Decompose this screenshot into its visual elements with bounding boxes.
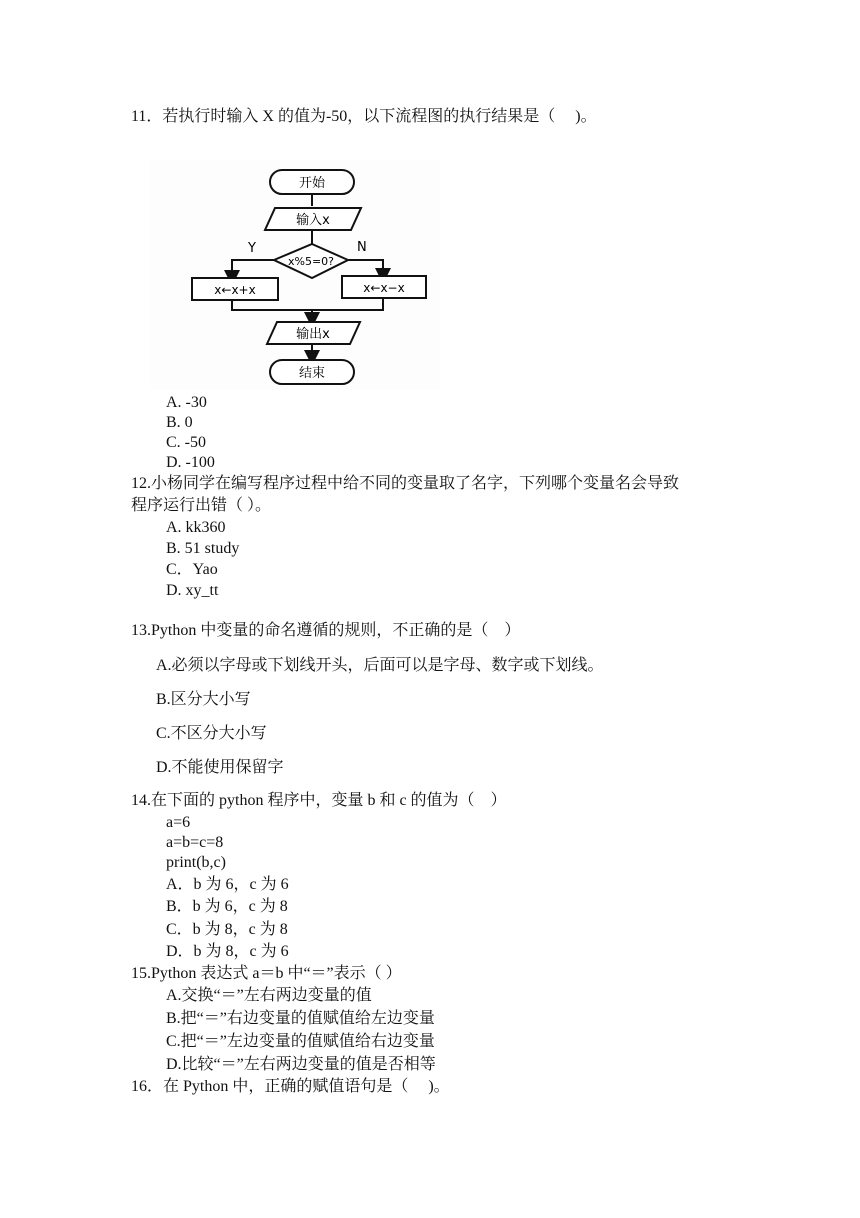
q12-option-b: B. 51 study bbox=[166, 540, 240, 557]
q14-code-line-3: print(b,c) bbox=[166, 854, 226, 871]
q14-option-d: D．b 为 8，c 为 6 bbox=[166, 943, 289, 960]
q15-option-c: C.把“＝”左边变量的值赋值给右边变量 bbox=[166, 1033, 435, 1050]
flowchart bbox=[150, 160, 440, 390]
decision-label: x%5=0? bbox=[287, 255, 335, 268]
q13-option-b: B.区分大小写 bbox=[156, 691, 251, 708]
no-label: N bbox=[357, 240, 367, 255]
q11-option-d: D. -100 bbox=[166, 454, 215, 471]
question-12-stem-line2: 程序运行出错（ ）。 bbox=[131, 497, 272, 514]
q14-code-line-2: a=b=c=8 bbox=[166, 834, 224, 851]
q12-option-a: A. kk360 bbox=[166, 519, 226, 536]
yes-branch-label: x←x+x bbox=[214, 283, 256, 297]
q13-option-c: C.不区分大小写 bbox=[156, 725, 267, 742]
q14-option-c: C．b 为 8，c 为 8 bbox=[166, 921, 288, 938]
yes-label: Y bbox=[248, 241, 256, 256]
q14-option-a: A．b 为 6，c 为 6 bbox=[166, 876, 289, 893]
question-16-stem: 16．在 Python 中，正确的赋值语句是（ )。 bbox=[131, 1078, 450, 1095]
no-branch-label: x←x−x bbox=[363, 281, 405, 295]
question-14-stem: 14.在下面的 python 程序中，变量 b 和 c 的值为（ ） bbox=[131, 792, 507, 809]
q13-option-a: A.必须以字母或下划线开头，后面可以是字母、数字或下划线。 bbox=[156, 657, 604, 674]
q14-code-line-1: a=6 bbox=[166, 814, 191, 831]
q14-option-b: B．b 为 6，c 为 8 bbox=[166, 898, 288, 915]
output-label: 输出x bbox=[296, 327, 330, 342]
q11-option-b: B. 0 bbox=[166, 414, 193, 431]
q15-option-b: B.把“＝”右边变量的值赋值给左边变量 bbox=[166, 1010, 435, 1027]
question-11-stem: 11．若执行时输入 X 的值为-50，以下流程图的执行结果是（ )。 bbox=[131, 108, 597, 125]
end-label: 结束 bbox=[298, 366, 326, 381]
q13-option-d: D.不能使用保留字 bbox=[156, 759, 284, 776]
question-13-stem: 13.Python 中变量的命名遵循的规则，不正确的是（ ） bbox=[131, 622, 521, 639]
question-12-stem-line1: 12.小杨同学在编写程序过程中给不同的变量取了名字，下列哪个变量名会导致 bbox=[131, 475, 680, 492]
q11-option-a: A. -30 bbox=[166, 394, 207, 411]
q15-option-d: D.比较“＝”左右两边变量的值是否相等 bbox=[166, 1056, 436, 1073]
q15-option-a: A.交换“＝”左右两边变量的值 bbox=[166, 987, 372, 1004]
start-label: 开始 bbox=[298, 176, 326, 191]
input-label: 输入x bbox=[296, 213, 330, 228]
q12-option-c: C．Yao bbox=[166, 561, 218, 578]
q12-option-d: D. xy_tt bbox=[166, 582, 219, 599]
question-15-stem: 15.Python 表达式 a＝b 中“＝”表示（ ） bbox=[131, 965, 402, 982]
q11-option-c: C. -50 bbox=[166, 434, 206, 451]
